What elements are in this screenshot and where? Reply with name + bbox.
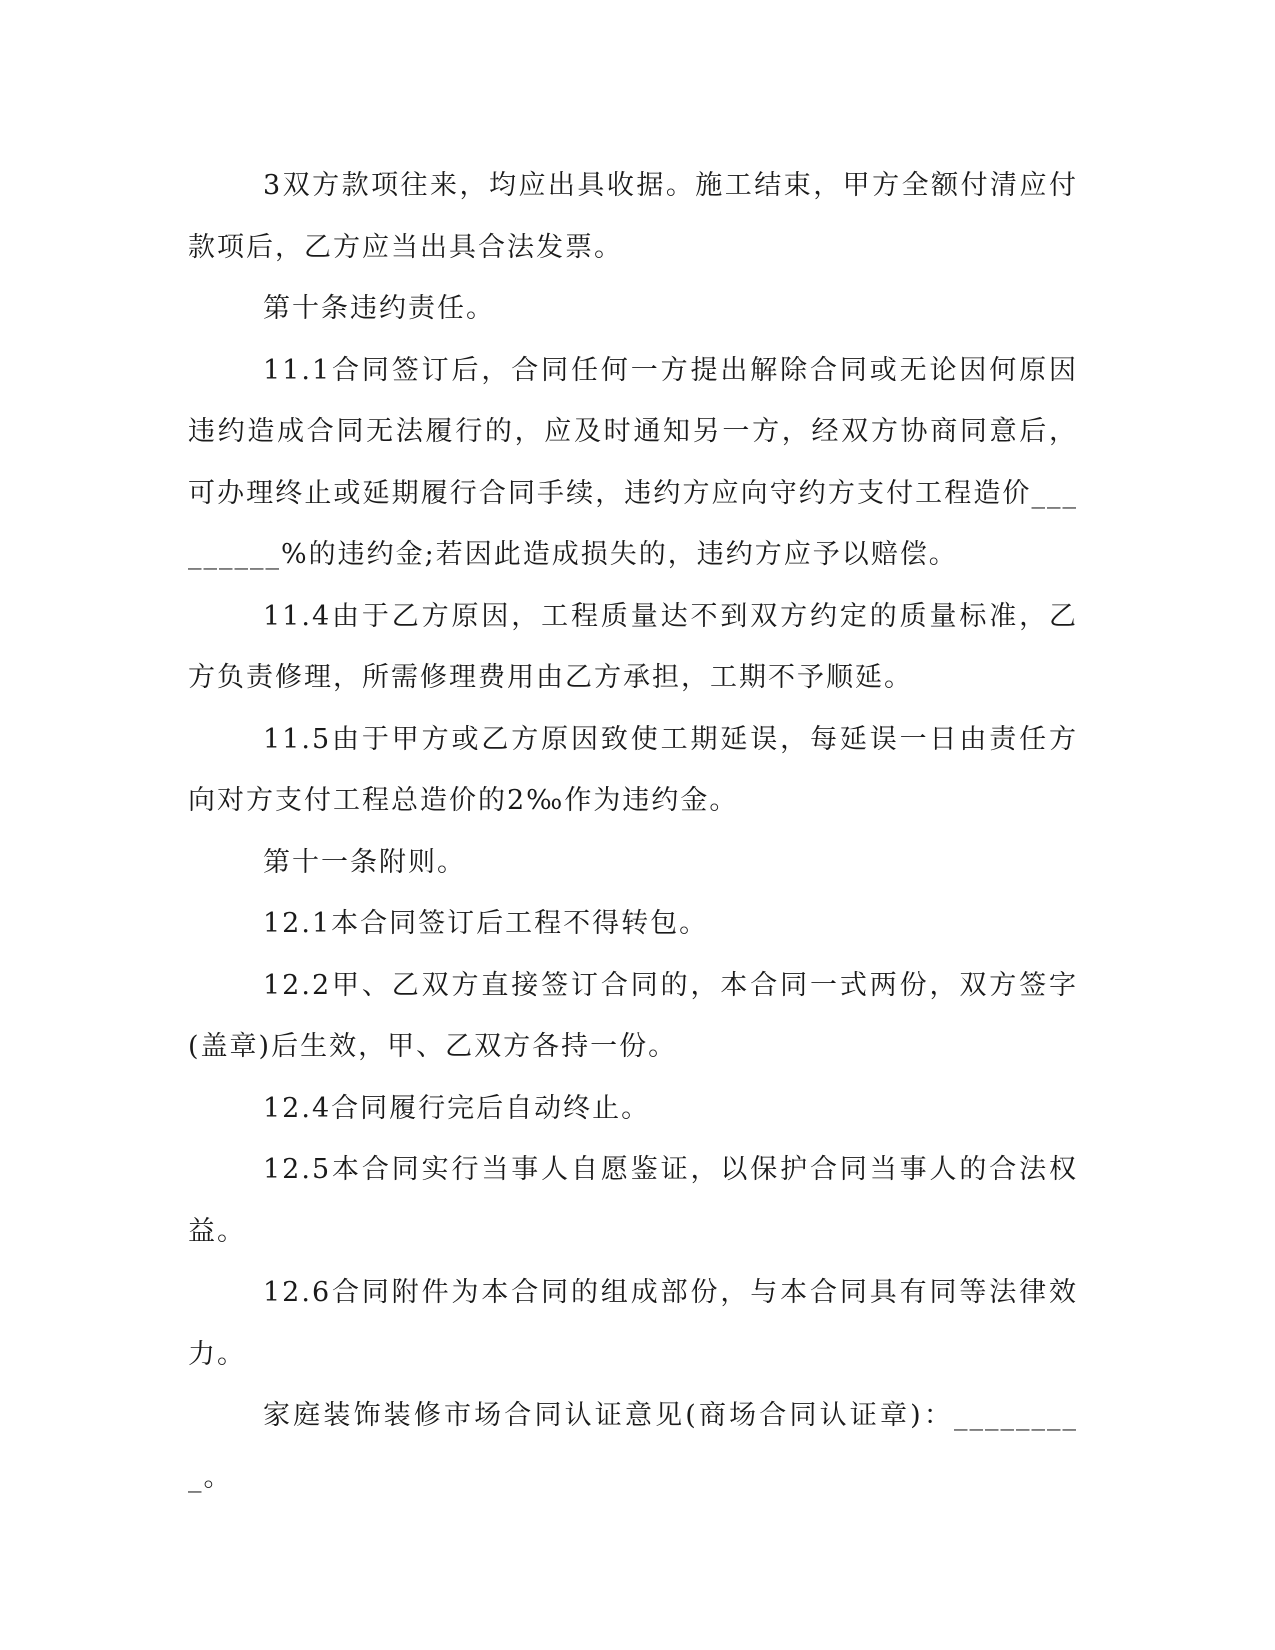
heading-article-10-breach: 第十条违约责任。 — [263, 293, 495, 324]
heading-article-11-supplementary: 第十一条附则。 — [263, 846, 466, 878]
paragraph-12-6-attachments: 12.6合同附件为本合同的组成部份，与本合同具有同等法律效力。 — [188, 1277, 1078, 1370]
paragraph-12-4-termination: 12.4合同履行完后自动终止。 — [263, 1092, 651, 1124]
paragraph-certification-opinion: 家庭装饰装修市场合同认证意见(商场合同认证章)：_________。 — [188, 1400, 1078, 1493]
paragraph-12-2-copies: 12.2甲、乙双方直接签订合同的，本合同一式两份，双方签字(盖章)后生效，甲、乙双方各持一份。 — [188, 969, 1078, 1062]
paragraph-11-4-quality: 11.4由于乙方原因，工程质量达不到双方约定的质量标准，乙方负责修理，所需修理费用由乙方承担，工期不予顺延。 — [188, 600, 1078, 693]
paragraph-12-1-no-subcontract: 12.1本合同签订后工程不得转包。 — [263, 908, 709, 939]
paragraph-11-1-termination: 11.1合同签订后，合同任何一方提出解除合同或无论因何原因违约造成合同无法履行的，应及时通知另一方，经双方协商同意后，可办理终止或延期履行合同手续，违约方应向守约方支付工程造价_________%的违约金;若因此造成损失的，违约方应予以赔偿。 — [188, 354, 1078, 570]
document-body — [188, 155, 1078, 1508]
paragraph-11-5-delay: 11.5由于甲方或乙方原因致使工期延误，每延误一日由责任方向对方支付工程总造价的2‰作为违约金。 — [188, 723, 1078, 816]
paragraph-12-5-verification: 12.5本合同实行当事人自愿鉴证，以保护合同当事人的合法权益。 — [188, 1154, 1078, 1247]
paragraph-payment-receipts: 3双方款项往来，均应出具收据。施工结束，甲方全额付清应付款项后，乙方应当出具合法发票。 — [188, 170, 1078, 263]
